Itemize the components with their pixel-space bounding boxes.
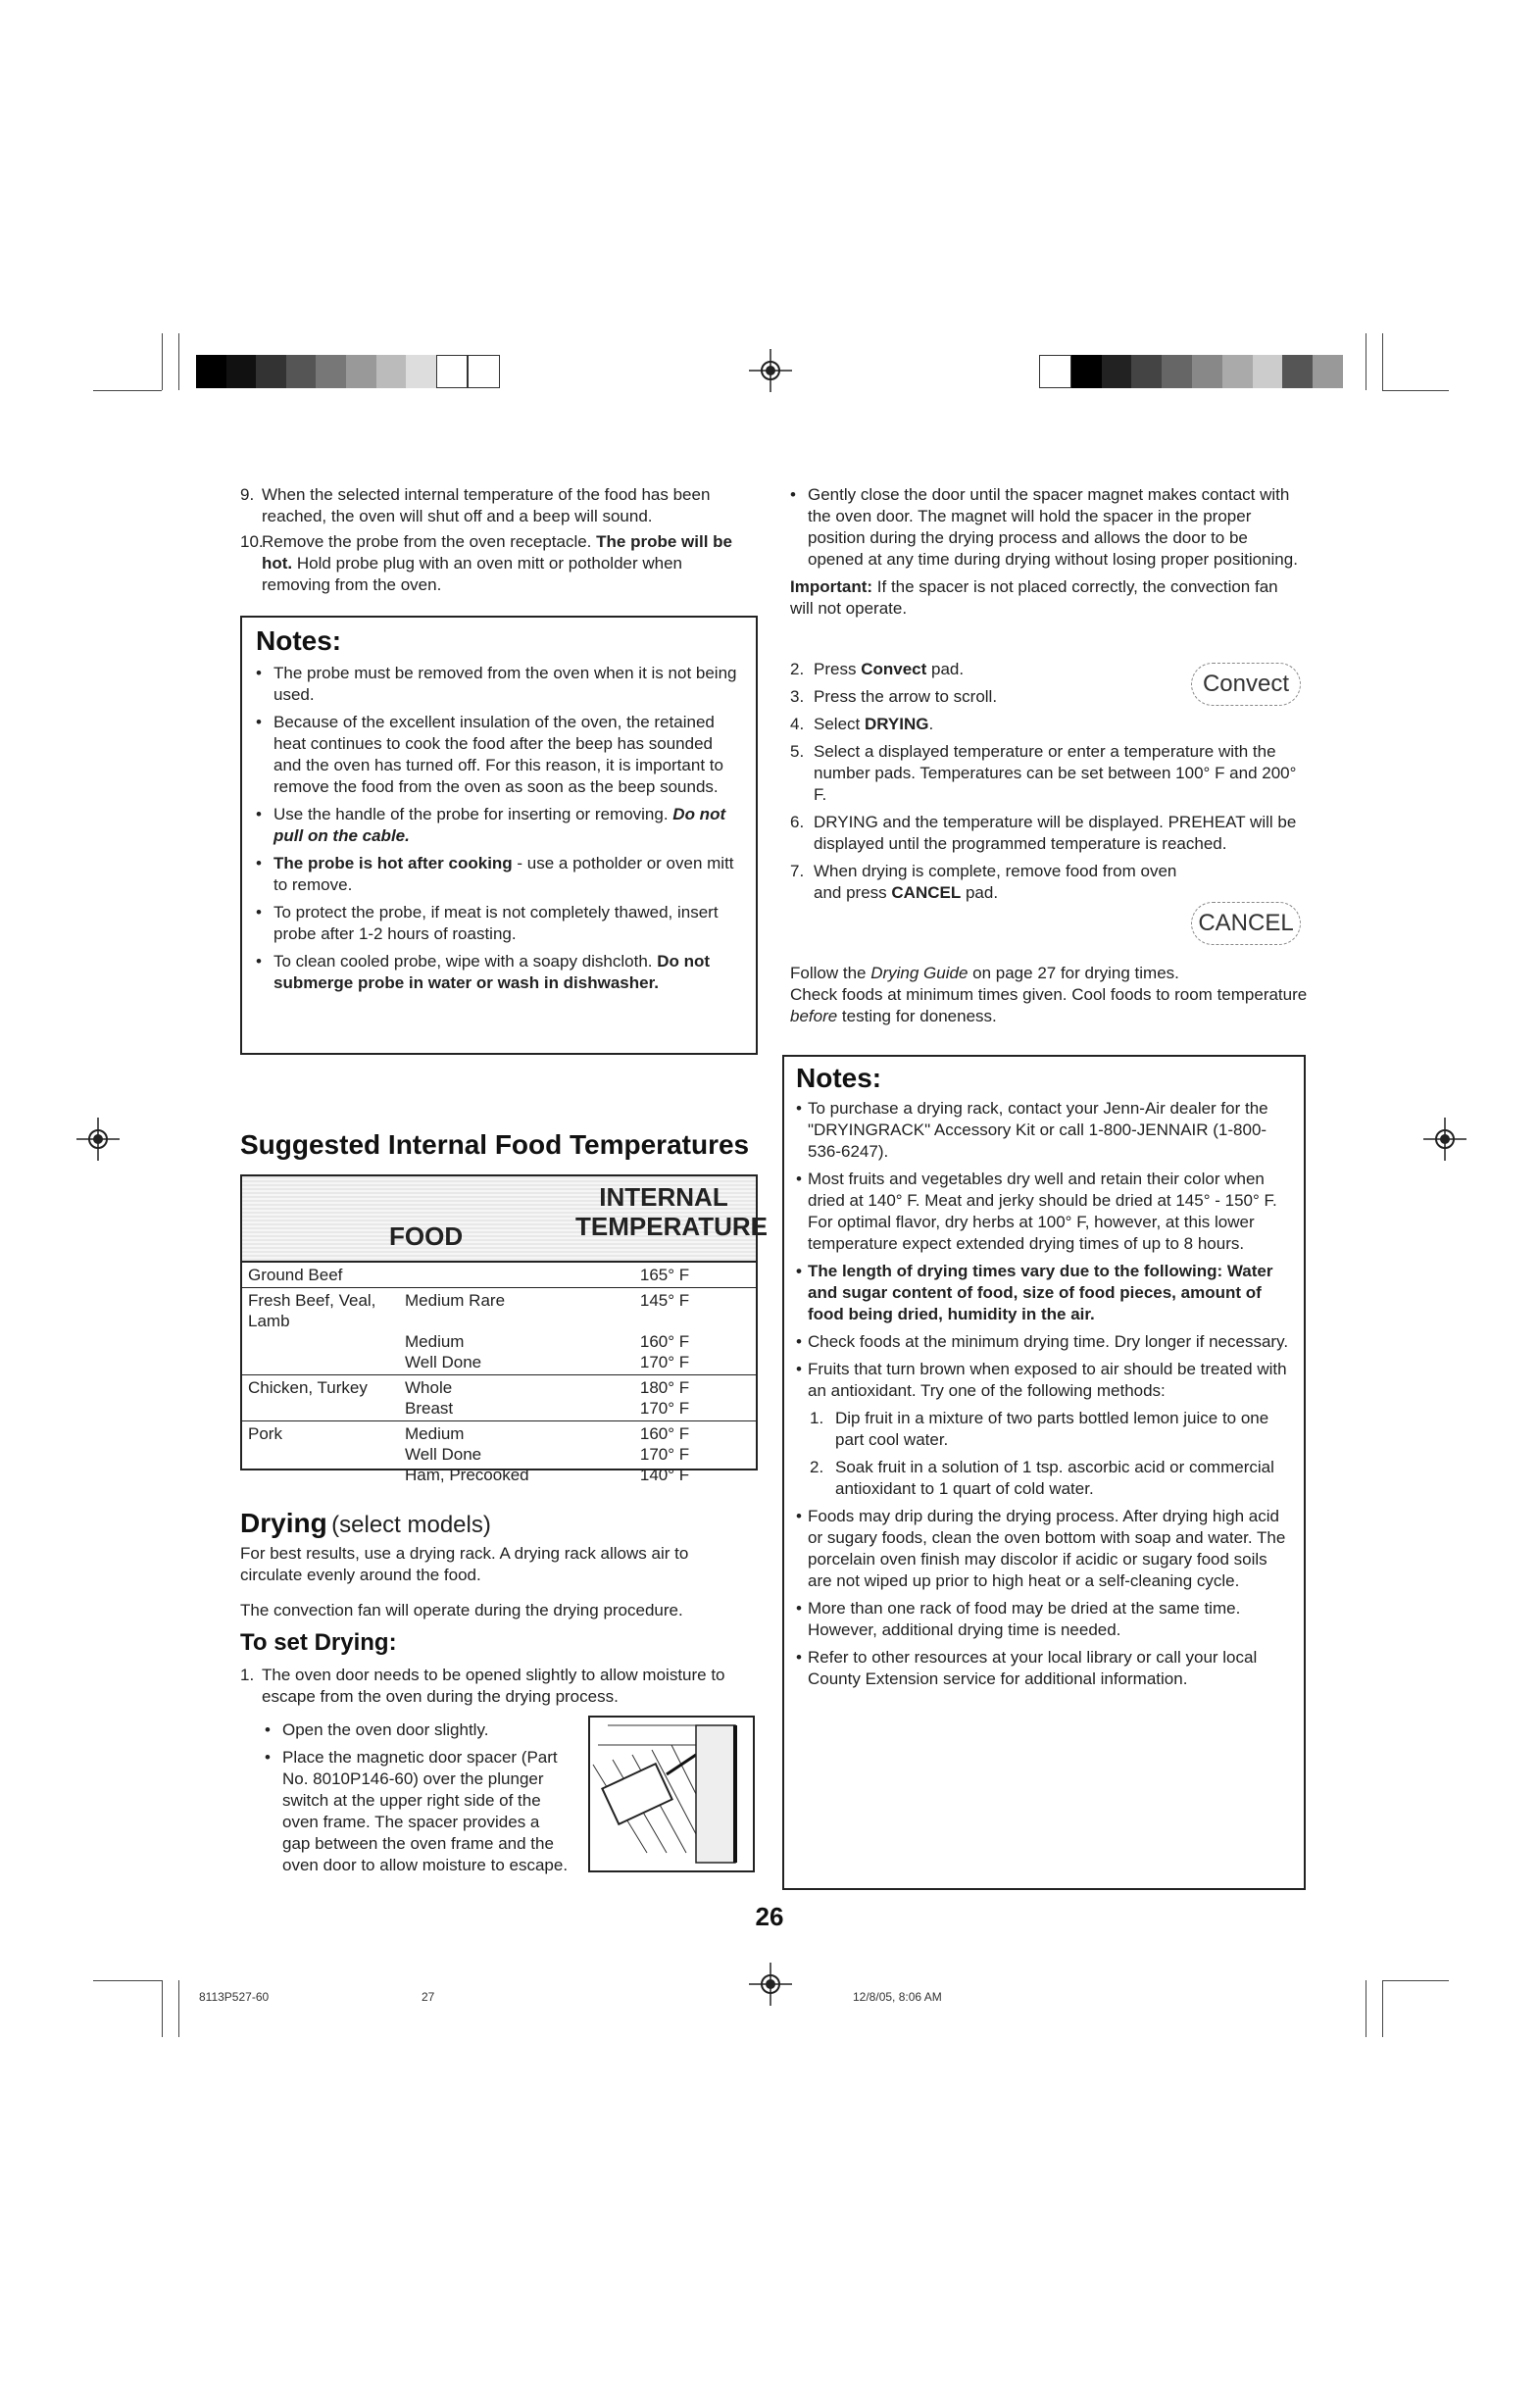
table-row bbox=[242, 1265, 756, 1285]
step-number: 2. bbox=[790, 660, 805, 678]
step-text: Remove the probe from the oven receptacle. bbox=[262, 532, 597, 551]
note-item: • Fruits that turn brown when exposed to air should be treated with an antioxidant. Try one of the following methods: bbox=[796, 1360, 1287, 1400]
doneness-cell: Well Done bbox=[405, 1445, 482, 1464]
notes-title: Notes: bbox=[256, 625, 342, 656]
step-number: 1. bbox=[240, 1666, 255, 1684]
door-spacer-illustration-icon bbox=[588, 1716, 755, 1872]
convect-pad-button[interactable]: Convect bbox=[1191, 663, 1301, 706]
table-group bbox=[242, 1375, 756, 1421]
guide-ref: Drying Guide bbox=[870, 964, 969, 982]
drying-title: Drying bbox=[240, 1508, 327, 1538]
step-text-bold: Convect bbox=[861, 660, 927, 678]
note-text: Because of the excellent insulation of the oven, the retained heat continues to cook the food after the beep has sounded and the oven has turned off. For this reason, it is important to remove the food from the oven as soon as the beep sounds. bbox=[273, 713, 723, 796]
note-text-bold: The length of drying times vary due to the following: Water and sugar content of food, size of food pieces, amount of food being dried, humidity in the air. bbox=[808, 1262, 1273, 1323]
step-number: 9. bbox=[240, 485, 255, 504]
method-item bbox=[796, 1408, 1292, 1451]
step-text-bold: DRYING bbox=[864, 715, 929, 733]
follow-drying-guide bbox=[790, 963, 1310, 1027]
food-cell: Pork bbox=[248, 1424, 282, 1443]
food-cell: Ground Beef bbox=[248, 1266, 343, 1284]
table-row bbox=[242, 1377, 756, 1398]
note-text: Fruits that turn brown when exposed to air should be treated with an antioxidant. Try one of the following methods: bbox=[808, 1360, 1287, 1400]
cancel-pad-button[interactable]: CANCEL bbox=[1191, 902, 1301, 945]
step-4 bbox=[790, 714, 1310, 735]
step-text: Press the arrow to scroll. bbox=[814, 687, 998, 706]
temp-cell: 170° F bbox=[639, 1399, 690, 1418]
set-drying-heading: To set Drying: bbox=[240, 1629, 397, 1656]
temp-cell: 170° F bbox=[639, 1353, 690, 1371]
step-text: Select a displayed temperature or enter a temperature with the number pads. Temperatures can be set between 100° F and 200° F. bbox=[814, 742, 1297, 804]
table-row bbox=[242, 1331, 756, 1352]
food-cell bbox=[242, 1398, 405, 1419]
note-item: • Foods may drip during the drying process. After drying high acid or sugary foods, clean the oven bottom with soap and water. The porcelain oven finish may discolor if acidic or sugary food soils are not wiped up prior to high heat or a self-cleaning cycle. bbox=[796, 1507, 1286, 1590]
note-text: Check foods at the minimum drying time. Dry longer if necessary. bbox=[808, 1332, 1289, 1351]
drying-heading bbox=[240, 1508, 491, 1539]
table-row bbox=[242, 1444, 756, 1465]
step-text: The oven door needs to be opened slightly to allow moisture to escape from the oven during the drying process. bbox=[262, 1666, 725, 1706]
note-item: • Refer to other resources at your local library or call your local County Extension service for additional information. bbox=[796, 1648, 1258, 1688]
emphasis: before bbox=[790, 1007, 838, 1025]
note-text: To clean cooled probe, wipe with a soapy dishcloth. bbox=[273, 952, 658, 971]
drying-notes-box bbox=[782, 1055, 1306, 1890]
temp-cell: 140° F bbox=[639, 1466, 690, 1484]
step-number: 6. bbox=[790, 813, 805, 831]
table-body bbox=[242, 1263, 756, 1487]
food-cell: Fresh Beef, Veal, Lamb bbox=[248, 1291, 376, 1330]
note-text: Use the handle of the probe for inserting or removing. bbox=[273, 805, 673, 823]
step-9 bbox=[240, 484, 750, 527]
step-text-bold: CANCEL bbox=[891, 883, 962, 902]
temp-cell: 145° F bbox=[639, 1291, 690, 1310]
note-text: Foods may drip during the drying process. After drying high acid or sugary foods, clean the oven bottom with soap and water. The porcelain oven finish may discolor if acidic or sugary food soils are not wiped up prior to high heat or a self-cleaning cycle. bbox=[808, 1507, 1286, 1590]
note-item: • More than one rack of food may be dried at the same time. However, additional drying time is needed. bbox=[796, 1599, 1241, 1639]
note-item: • The probe is hot after cooking - use a potholder or oven mitt to remove. bbox=[256, 854, 734, 894]
note-item: • To clean cooled probe, wipe with a soapy dishcloth. Do not submerge probe in water or wash in dishwasher. bbox=[256, 952, 711, 992]
color-bar-right bbox=[1039, 355, 1343, 388]
step-text: When drying is complete, remove food from oven and press bbox=[814, 862, 1177, 902]
text: on page 27 for drying times. bbox=[968, 964, 1179, 982]
method-item bbox=[796, 1457, 1292, 1500]
important-label: Important: bbox=[790, 577, 873, 596]
text: Follow the bbox=[790, 964, 871, 982]
step-text: Press bbox=[814, 660, 862, 678]
registration-mark-top-icon bbox=[749, 349, 792, 392]
note-text: More than one rack of food may be dried at the same time. However, additional drying time is needed. bbox=[808, 1599, 1241, 1639]
step-6 bbox=[790, 812, 1310, 855]
bullet-text: Place the magnetic door spacer (Part No. 8010P146-60) over the plunger switch at the upper right side of the oven frame. The spacer provides a gap between the oven frame and the oven door to allow moisture to escape. bbox=[282, 1748, 569, 1874]
bullet-text: Gently close the door until the spacer magnet makes contact with the oven door. The magnet will hold the spacer in the proper position during the drying process and allows the door to be opened at any time during drying without losing proper positioning. bbox=[808, 485, 1298, 569]
temps-heading: Suggested Internal Food Temperatures bbox=[240, 1129, 750, 1160]
temp-column-header bbox=[575, 1182, 768, 1241]
drying-fan-note: The convection fan will operate during the drying procedure. bbox=[240, 1601, 683, 1619]
note-text: To purchase a drying rack, contact your Jenn-Air dealer for the "DRYINGRACK" Accessory Kit or call 1-800-JENNAIR (1-800-536-6247). bbox=[808, 1099, 1268, 1161]
note-item: • The length of drying times vary due to the following: Water and sugar content of food, size of food pieces, amount of food being dried, humidity in the air. bbox=[796, 1262, 1273, 1323]
note-item: • Most fruits and vegetables dry well and retain their color when dried at 140° F. Meat and jerky should be dried at 145° - 150° F. For optimal flavor, dry herbs at 100° F, however, at this lower temperature expect extended drying times of up to 8 hours. bbox=[796, 1170, 1277, 1253]
doneness-cell: Whole bbox=[405, 1378, 453, 1397]
registration-mark-right-icon bbox=[1423, 1118, 1466, 1161]
step-text: pad. bbox=[961, 883, 999, 902]
step-number: 3. bbox=[790, 687, 805, 706]
doneness-cell: Well Done bbox=[405, 1353, 482, 1371]
note-item: • Because of the excellent insulation of the oven, the retained heat continues to cook the food after the beep has sounded and the oven has turned off. For this reason, it is important to remove the food from the oven as soon as the beep sounds. bbox=[256, 713, 723, 796]
note-warning: Do not pull on the cable. bbox=[273, 805, 726, 845]
step-text-bold: The probe will be hot. bbox=[262, 532, 732, 573]
color-bar-left bbox=[196, 355, 500, 388]
table-group bbox=[242, 1263, 756, 1288]
doneness-cell: Medium Rare bbox=[405, 1291, 506, 1310]
temp-cell: 160° F bbox=[639, 1424, 690, 1443]
step-number: 4. bbox=[790, 715, 805, 733]
food-cell bbox=[242, 1465, 405, 1485]
doneness-cell: Medium bbox=[405, 1332, 465, 1351]
temp-cell: 160° F bbox=[639, 1332, 690, 1351]
temperature-table bbox=[240, 1174, 768, 1484]
table-row bbox=[242, 1465, 756, 1485]
method-text: Soak fruit in a solution of 1 tsp. ascorbic acid or commercial antioxidant to 1 quart of cold water. bbox=[835, 1458, 1274, 1498]
doneness-cell: Medium bbox=[405, 1424, 465, 1443]
food-cell bbox=[242, 1331, 405, 1352]
important-note bbox=[790, 576, 1300, 620]
step-number: 5. bbox=[790, 742, 805, 761]
temp-cell: 180° F bbox=[639, 1378, 690, 1397]
food-cell: Chicken, Turkey bbox=[248, 1378, 368, 1397]
bullet-text: Open the oven door slightly. bbox=[282, 1720, 489, 1739]
spacer-close-bullet: • Gently close the door until the spacer magnet makes contact with the oven door. The magnet will hold the spacer in the proper position during the drying process and allows the door to be opened at any time during drying without losing proper positioning. bbox=[790, 485, 1298, 569]
temp-header-line: TEMPERATURE bbox=[575, 1212, 768, 1241]
drying-intro: For best results, use a drying rack. A drying rack allows air to circulate evenly around the food. bbox=[240, 1544, 689, 1584]
drying-subtitle: (select models) bbox=[331, 1512, 491, 1538]
table-row bbox=[242, 1423, 756, 1444]
method-number: 2. bbox=[810, 1458, 824, 1476]
note-warning: Do not submerge probe in water or wash in dishwasher. bbox=[273, 952, 711, 992]
note-item: • To protect the probe, if meat is not completely thawed, insert probe after 1-2 hours of roasting. bbox=[256, 903, 719, 943]
notes-title: Notes: bbox=[796, 1063, 882, 1093]
table-header bbox=[242, 1176, 768, 1263]
spacer-bullets bbox=[265, 1719, 571, 1876]
right-column-top bbox=[790, 484, 1300, 620]
doneness-cell bbox=[405, 1265, 581, 1285]
note-text: To protect the probe, if meat is not completely thawed, insert probe after 1-2 hours of roasting. bbox=[273, 903, 719, 943]
temp-cell: 170° F bbox=[639, 1445, 690, 1464]
set-step-1 bbox=[240, 1665, 750, 1708]
temp-header-line: INTERNAL bbox=[599, 1182, 728, 1212]
table-row bbox=[242, 1290, 756, 1331]
step-text: Select bbox=[814, 715, 865, 733]
important-text: If the spacer is not placed correctly, the convection fan will not operate. bbox=[790, 577, 1278, 618]
step-number: 7. bbox=[790, 862, 805, 880]
note-text: - use a potholder or oven mitt to remove. bbox=[273, 854, 734, 894]
step-text: DRYING and the temperature will be displayed. PREHEAT will be displayed until the programmed temperature is reached. bbox=[814, 813, 1297, 853]
registration-mark-left-icon bbox=[76, 1118, 120, 1161]
footer-date: 12/8/05, 8:06 AM bbox=[853, 1990, 942, 2004]
method-text: Dip fruit in a mixture of two parts bottled lemon juice to one part cool water. bbox=[835, 1409, 1269, 1449]
note-item: • Use the handle of the probe for inserting or removing. Do not pull on the cable. bbox=[256, 805, 726, 845]
note-text: Most fruits and vegetables dry well and retain their color when dried at 140° F. Meat and jerky should be dried at 145° - 150° F. For optimal flavor, dry herbs at 100° F, however, at this lower temperature expect extended drying times of up to 8 hours. bbox=[808, 1170, 1277, 1253]
text: Check foods at minimum times given. Cool foods to room temperature bbox=[790, 985, 1308, 1004]
page-number: 26 bbox=[755, 1902, 784, 1931]
step-7 bbox=[790, 861, 1196, 904]
note-text-bold: The probe is hot after cooking bbox=[273, 854, 513, 872]
step-10 bbox=[240, 531, 750, 596]
step-text: . bbox=[928, 715, 934, 733]
note-text: The probe must be removed from the oven when it is not being used. bbox=[273, 664, 737, 704]
step-5 bbox=[790, 741, 1310, 806]
note-item: • The probe must be removed from the oven when it is not being used. bbox=[256, 664, 737, 704]
food-cell bbox=[242, 1352, 405, 1372]
doneness-cell: Ham, Precooked bbox=[405, 1466, 529, 1484]
doneness-cell: Breast bbox=[405, 1399, 454, 1418]
food-column-header: FOOD bbox=[389, 1221, 464, 1251]
footer-code: 8113P527-60 bbox=[199, 1990, 270, 2004]
probe-notes-box bbox=[240, 616, 758, 1055]
left-column bbox=[240, 484, 750, 596]
note-text: Refer to other resources at your local library or call your local County Extension service for additional information. bbox=[808, 1648, 1258, 1688]
table-row bbox=[242, 1352, 756, 1372]
spacer-bullet: • Open the oven door slightly. bbox=[265, 1720, 489, 1739]
table-group bbox=[242, 1421, 756, 1487]
table-group bbox=[242, 1288, 756, 1375]
method-number: 1. bbox=[810, 1409, 824, 1427]
note-item: • Check foods at the minimum drying time. Dry longer if necessary. bbox=[796, 1332, 1289, 1351]
table-row bbox=[242, 1398, 756, 1419]
footer-sheet: 27 bbox=[422, 1990, 435, 2004]
text: testing for doneness. bbox=[837, 1007, 997, 1025]
registration-mark-bottom-icon bbox=[749, 1963, 792, 2006]
food-cell bbox=[242, 1444, 405, 1465]
step-text: When the selected internal temperature of the food has been reached, the oven will shut off and a beep will sound. bbox=[262, 485, 711, 525]
step-text: Hold probe plug with an oven mitt or potholder when removing from the oven. bbox=[262, 554, 683, 594]
spacer-bullet: • Place the magnetic door spacer (Part No. 8010P146-60) over the plunger switch at the upper right side of the oven frame. The spacer provides a gap between the oven frame and the oven door to allow moisture to escape. bbox=[265, 1748, 569, 1874]
note-item: • To purchase a drying rack, contact your Jenn-Air dealer for the "DRYINGRACK" Accessory Kit or call 1-800-JENNAIR (1-800-536-6247). bbox=[796, 1099, 1268, 1161]
step-number: 10. bbox=[240, 532, 264, 551]
step-text: pad. bbox=[926, 660, 965, 678]
temp-cell: 165° F bbox=[639, 1266, 690, 1284]
